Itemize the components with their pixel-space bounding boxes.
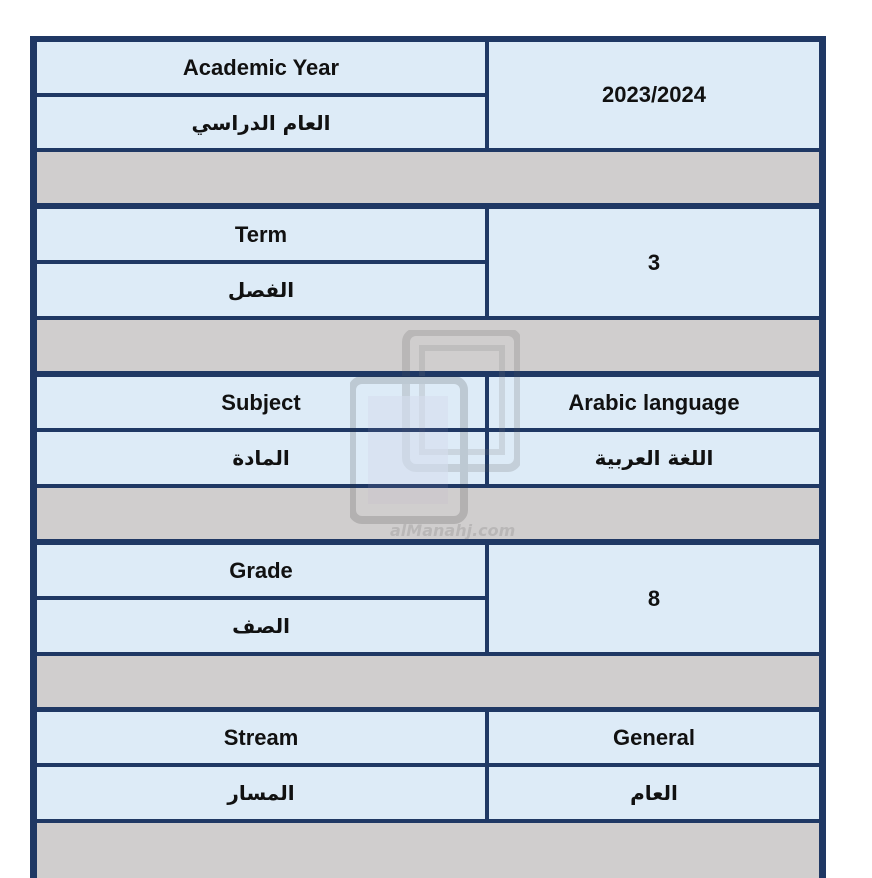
row-separator (37, 656, 819, 707)
academic-year-label-en: Academic Year (37, 42, 485, 93)
row-separator (37, 320, 819, 371)
row-separator (37, 152, 819, 203)
term-value: 3 (489, 209, 819, 316)
grade-value: 8 (489, 545, 819, 652)
grade-label-ar: الصف (37, 600, 485, 652)
academic-year-value: 2023/2024 (489, 42, 819, 148)
stream-value-en: General (489, 712, 819, 763)
academic-year-label-ar: العام الدراسي (37, 97, 485, 148)
row-separator (37, 823, 819, 878)
row-separator (37, 488, 819, 539)
term-label-ar: الفصل (37, 264, 485, 316)
info-table (30, 36, 826, 878)
stream-label-ar: المسار (37, 767, 485, 819)
term-label-en: Term (37, 209, 485, 260)
subject-value-ar: اللغة العربية (489, 432, 819, 484)
stream-value-ar: العام (489, 767, 819, 819)
stream-label-en: Stream (37, 712, 485, 763)
subject-label-ar: المادة (37, 432, 485, 484)
subject-value-en: Arabic language (489, 377, 819, 428)
grade-label-en: Grade (37, 545, 485, 596)
subject-label-en: Subject (37, 377, 485, 428)
